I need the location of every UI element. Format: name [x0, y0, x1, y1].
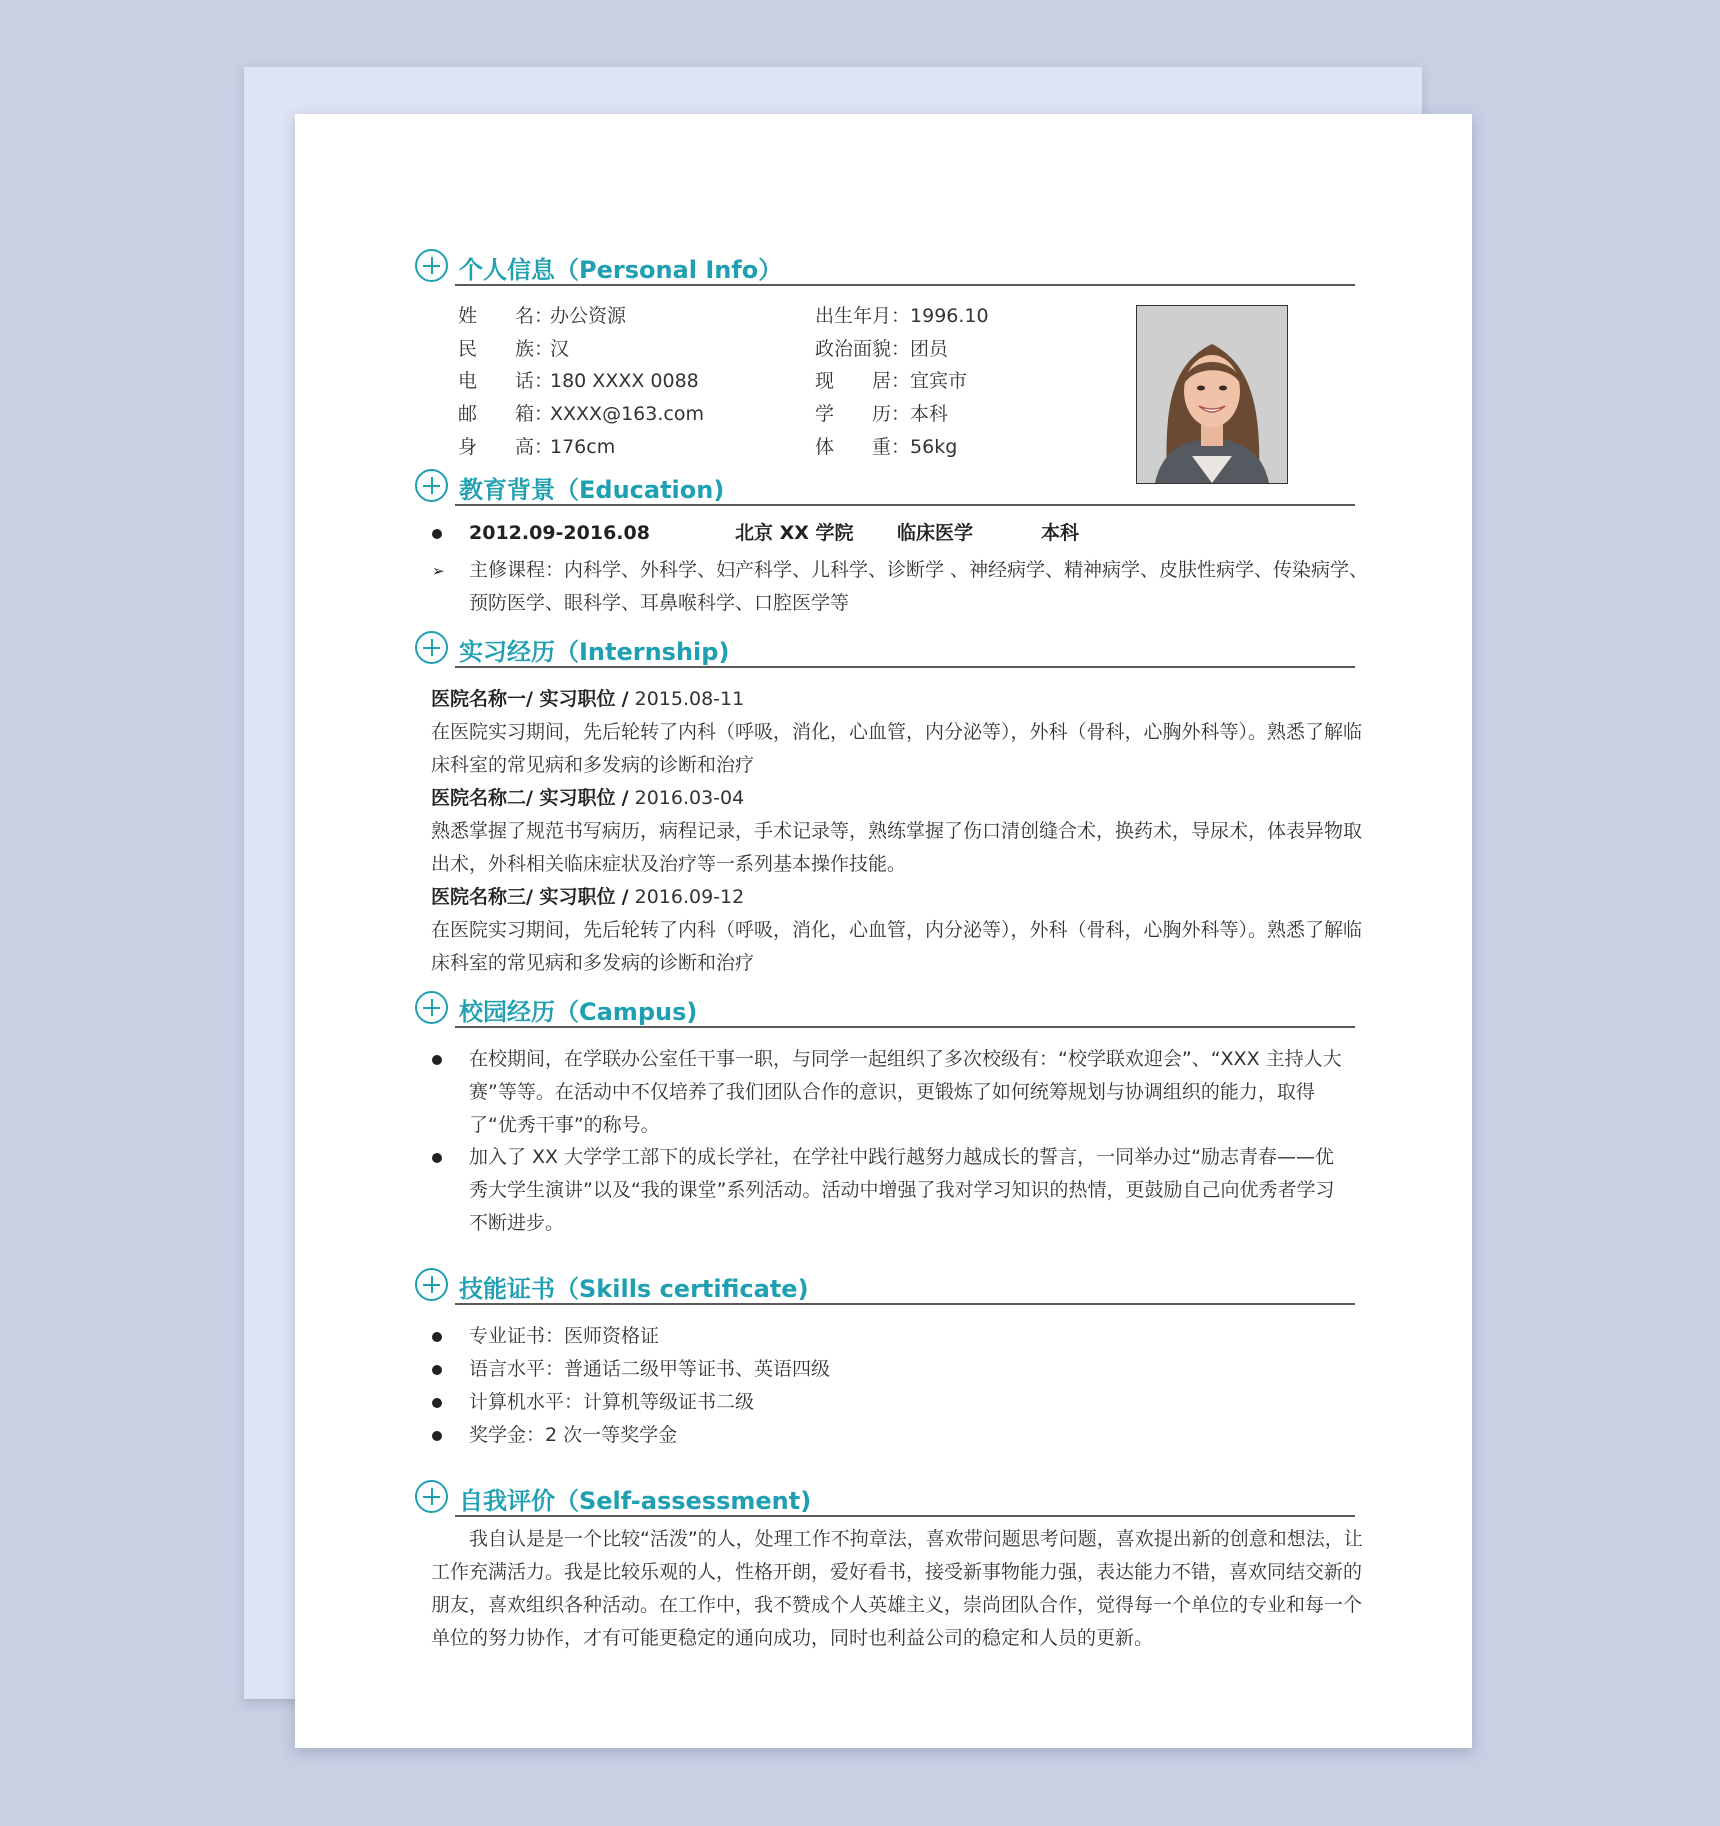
bullet-icon	[432, 1332, 442, 1342]
internship-title: 医院名称二/ 实习职位	[431, 787, 616, 809]
bullet-icon	[432, 1153, 442, 1163]
internship-date: 2015.08-11	[634, 688, 745, 710]
edu-major: 临床医学	[897, 522, 974, 544]
info-phone	[458, 366, 699, 393]
info-value: 1996.10	[910, 305, 989, 327]
info-value: 176cm	[550, 436, 616, 458]
info-birth	[815, 301, 989, 328]
info-label: 学 历：	[815, 403, 911, 425]
section-education-header	[415, 466, 1355, 506]
section-self-header	[415, 1477, 1355, 1517]
internship-sep: /	[621, 688, 629, 710]
skill-item: 奖学金：2 次一等奖学金	[469, 1424, 678, 1446]
info-label: 邮 箱：	[458, 403, 554, 425]
internship-title: 医院名称三/ 实习职位	[431, 886, 616, 908]
info-value: 56kg	[910, 436, 958, 458]
section-title: 校园经历（Campus)	[459, 998, 698, 1026]
plus-circle-icon	[415, 1268, 448, 1301]
plus-circle-icon	[415, 991, 448, 1024]
skill-item: 计算机水平：计算机等级证书二级	[469, 1391, 755, 1413]
plus-circle-icon	[415, 469, 448, 502]
section-skills-header	[415, 1265, 1355, 1305]
campus-item: 在校期间，在学联办公室任干事一职，与同学一起组织了多次校级有：“校学联欢迎会”、“XXX 主持人大赛”等等。在活动中不仅培养了我们团队合作的意识，更锻炼了如何统筹规划与协调组织的能力，取得了“优秀干事”的称号。	[469, 1048, 1342, 1136]
bullet-icon	[432, 1055, 442, 1065]
info-label: 身 高：	[458, 436, 554, 458]
internship-desc: 在医院实习期间，先后轮转了内科（呼吸，消化，心血管，内分泌等），外科（骨科，心胸外科等）。熟悉了解临床科室的常见病和多发病的诊断和治疗	[431, 919, 1363, 974]
section-divider	[455, 1303, 1355, 1305]
bullet-icon	[432, 1398, 442, 1408]
info-weight	[815, 432, 957, 459]
info-name	[458, 301, 626, 328]
info-height	[458, 432, 615, 459]
section-title: 教育背景（Education)	[459, 476, 725, 504]
info-value: 本科	[910, 403, 949, 425]
section-title: 技能证书（Skills certificate)	[459, 1275, 809, 1303]
info-value: XXXX@163.com	[550, 403, 704, 425]
bullet-icon	[432, 529, 442, 539]
section-divider	[455, 1026, 1355, 1028]
internship-date: 2016.09-12	[634, 886, 745, 908]
section-divider	[455, 504, 1355, 506]
edu-period: 2012.09-2016.08	[469, 522, 650, 544]
bullet-icon	[432, 1431, 442, 1441]
plus-circle-icon	[415, 1480, 448, 1513]
section-personal-header	[415, 246, 1355, 286]
skill-item: 专业证书：医师资格证	[469, 1325, 660, 1347]
info-label: 姓 名：	[458, 305, 554, 327]
portrait-photo	[1136, 305, 1288, 484]
edu-courses: 主修课程：内科学、外科学、妇产科学、儿科学、诊断学 、神经病学、精神病学、皮肤性病学、传染病学、预防医学、眼科学、耳鼻喉科学、口腔医学等	[469, 559, 1369, 614]
info-label: 政治面貌：	[815, 338, 911, 360]
edu-school: 北京 XX 学院	[735, 522, 854, 544]
arrow-bullet-icon: ➢	[432, 562, 445, 580]
info-value: 团员	[910, 338, 949, 360]
info-residence	[815, 366, 967, 393]
info-label: 现 居：	[815, 370, 911, 392]
info-value: 180 XXXX 0088	[550, 370, 699, 392]
plus-circle-icon	[415, 631, 448, 664]
info-label: 体 重：	[815, 436, 911, 458]
self-assessment-text: 我自认是是一个比较“活泼”的人，处理工作不拘章法，喜欢带问题思考问题，喜欢提出新的创意和想法，让工作充满活力。我是比较乐观的人，性格开朗，爱好看书，接受新事物能力强，表达能力不错，喜欢同结交新的朋友，喜欢组织各种活动。在工作中，我不赞成个人英雄主义，崇尚团队合作，觉得每一个单位的专业和每一个单位的努力协作，才有可能更稳定的通向成功，同时也利益公司的稳定和人员的更新。	[431, 1528, 1363, 1649]
section-divider	[455, 1515, 1355, 1517]
internship-desc: 熟悉掌握了规范书写病历，病程记录，手术记录等，熟练掌握了伤口清创缝合术，换药术，导尿术，体表异物取出术，外科相关临床症状及治疗等一系列基本操作技能。	[431, 820, 1363, 875]
campus-item: 加入了 XX 大学学工部下的成长学社，在学社中践行越努力越成长的誓言，一同举办过“励志青春——优秀大学生演讲”以及“我的课堂”系列活动。活动中增强了我对学习知识的热情，更鼓励自己向优秀者学习不断进步。	[469, 1146, 1335, 1234]
skill-item: 语言水平：普通话二级甲等证书、英语四级	[469, 1358, 831, 1380]
bullet-icon	[432, 1365, 442, 1375]
info-value: 汉	[550, 338, 570, 360]
info-email	[458, 399, 704, 426]
section-divider	[455, 666, 1355, 668]
section-title: 自我评价（Self-assessment)	[459, 1487, 812, 1515]
info-label: 民 族：	[458, 338, 554, 360]
resume-page	[295, 114, 1472, 1748]
internship-item	[431, 683, 1371, 980]
section-campus-header	[415, 988, 1355, 1028]
edu-degree: 本科	[1041, 522, 1080, 544]
internship-title: 医院名称一/ 实习职位	[431, 688, 616, 710]
info-value: 宜宾市	[910, 370, 968, 392]
internship-desc: 在医院实习期间，先后轮转了内科（呼吸，消化，心血管，内分泌等），外科（骨科，心胸外科等）。熟悉了解临床科室的常见病和多发病的诊断和治疗	[431, 721, 1363, 776]
section-internship-header	[415, 628, 1355, 668]
section-title: 个人信息（Personal Info）	[459, 256, 783, 284]
info-degree	[815, 399, 948, 426]
info-ethnicity	[458, 334, 569, 361]
internship-sep: /	[621, 886, 629, 908]
info-value: 办公资源	[550, 305, 627, 327]
internship-sep: /	[621, 787, 629, 809]
info-label: 电 话：	[458, 370, 554, 392]
section-divider	[455, 284, 1355, 286]
internship-date: 2016.03-04	[634, 787, 745, 809]
info-political	[815, 334, 948, 361]
plus-circle-icon	[415, 249, 448, 282]
info-label: 出生年月：	[815, 305, 911, 327]
section-title: 实习经历（Internship)	[459, 638, 730, 666]
